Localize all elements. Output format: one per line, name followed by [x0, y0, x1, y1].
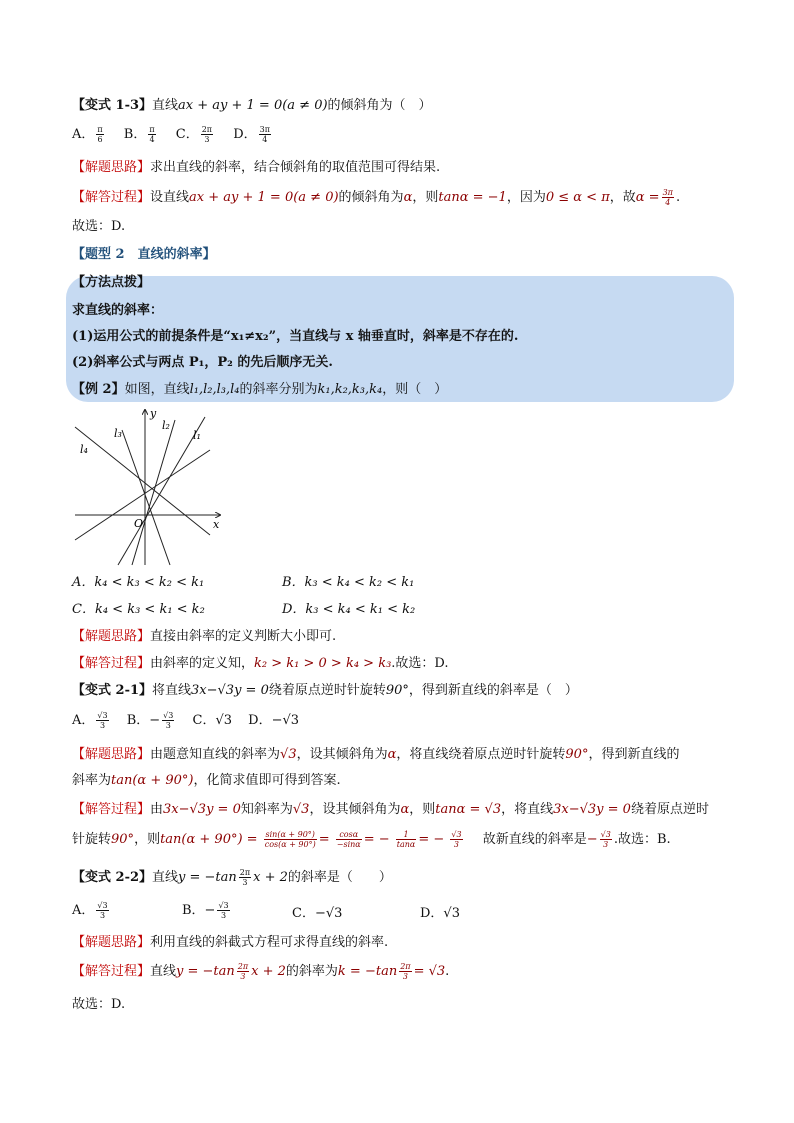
- line-l1: [118, 417, 205, 565]
- label-l2: l₂: [162, 419, 170, 432]
- method-line-2: (1)运用公式的前提条件是“x₁≠x₂”，当直线与 x 轴垂直时，斜率是不存在的.: [72, 329, 519, 344]
- ex2-stem: 【例 2】如图，直线l₁,l₂,l₃,l₄的斜率分别为k₁,k₂,k₃,k₄，则（ ）: [72, 382, 448, 397]
- v13-idea: 【解题思路】求出直线的斜率，结合倾斜角的取值范围可得结果.: [72, 160, 441, 175]
- ex2-optA: A．k₄ < k₃ < k₂ < k₁: [72, 575, 205, 590]
- ex2-optD: D．k₃ < k₄ < k₁ < k₂: [282, 602, 416, 617]
- v22-optB: B．− $\frac{√3}{3}$: [182, 901, 229, 920]
- label-o: O: [134, 517, 144, 530]
- v22-process: 【解答过程】直线y = −tan $\frac{2\pi}{3}$ x + 2的斜率为k = −tan $\frac{2\pi}{3}$ = √3.: [72, 962, 450, 981]
- label-l1: l₁: [193, 429, 201, 442]
- v22-optA: A． $\frac{√3}{3}$: [72, 901, 108, 920]
- v21-options: A． $\frac{√3}{3}$ B．− $\frac{√3}{3}$ C．√3 D．−√3: [72, 711, 300, 730]
- v13-stem: 【变式 1-3】直线ax + ay + 1 = 0(a ≠ 0)的倾斜角为（ ）: [72, 98, 432, 113]
- v22-idea: 【解题思路】利用直线的斜截式方程可求得直线的斜率.: [72, 935, 389, 950]
- label-y: y: [150, 407, 157, 420]
- v22-stem: 【变式 2-2】直线y = −tan $\frac{2\pi}{3}$ x + 2的斜率是（ ）: [72, 868, 392, 887]
- v21-process-1: 【解答过程】由3x−√3y = 0知斜率为√3，设其倾斜角为α，则tanα = √3，将直线3x−√3y = 0绕着原点逆时: [72, 802, 709, 817]
- ex2-optC: C．k₄ < k₃ < k₁ < k₂: [72, 602, 205, 617]
- ex2-optB: B．k₃ < k₄ < k₂ < k₁: [282, 575, 415, 590]
- ex2-process: 【解答过程】由斜率的定义知，k₂ > k₁ > 0 > k₄ > k₃.故选：D.: [72, 656, 449, 671]
- v13-options: A． $\frac{\pi}{6}$ B． $\frac{\pi}{4}$ C． $\frac{2\pi}{3}$ D． $\frac{3\pi}{4}$: [72, 125, 271, 144]
- v13-answer: 故选：D.: [72, 219, 126, 234]
- ex2-idea: 【解题思路】直接由斜率的定义判断大小即可.: [72, 629, 337, 644]
- line-l2: [132, 420, 175, 565]
- label-x: x: [213, 518, 220, 531]
- method-line-3: (2)斜率公式与两点 P₁，P₂ 的先后顺序无关.: [72, 355, 333, 370]
- v13-process: 【解答过程】设直线ax + ay + 1 = 0(a ≠ 0)的倾斜角为α，则tanα = −1，因为0 ≤ α < π，故α = $\frac{3\pi}{4}$ .: [72, 188, 681, 207]
- ex2-figure: [70, 405, 230, 570]
- v21-idea-1: 【解题思路】由题意知直线的斜率为√3，设其倾斜角为α，将直线绕着原点逆时针旋转90°，得到新直线的: [72, 747, 680, 762]
- v21-process-2: 针旋转90°，则tan(α + 90°) = $\frac{\sin(\alpha + 90^\circ)}{\cos(\alpha + 90^\circ)}$ = $\frac{\cos\alpha}{-\sin\alpha}$ = − $\frac{1}{\tan\alpha}$ = − $\frac{√3}{3}$ 故新直线的斜率是− $\frac{√3}{3}$ .故选：B.: [72, 830, 671, 849]
- v22-optC: C．−√3: [292, 906, 343, 921]
- label-l4: l₄: [80, 443, 88, 456]
- v13-tag: 【变式 1-3】: [72, 98, 153, 113]
- method-line-1: 求直线的斜率：: [72, 303, 164, 318]
- v21-stem: 【变式 2-1】将直线3x−√3y = 0绕着原点逆时针旋转90°，得到新直线的斜率是（ ）: [72, 683, 578, 698]
- label-l3: l₃: [114, 427, 122, 440]
- section-title: 【题型 2 直线的斜率】: [72, 247, 216, 262]
- v22-answer: 故选：D.: [72, 997, 126, 1012]
- method-tag: 【方法点拨】: [72, 275, 151, 290]
- v22-optD: D．√3: [420, 906, 460, 921]
- v21-idea-2: 斜率为tan(α + 90°)，化简求值即可得到答案.: [72, 773, 341, 788]
